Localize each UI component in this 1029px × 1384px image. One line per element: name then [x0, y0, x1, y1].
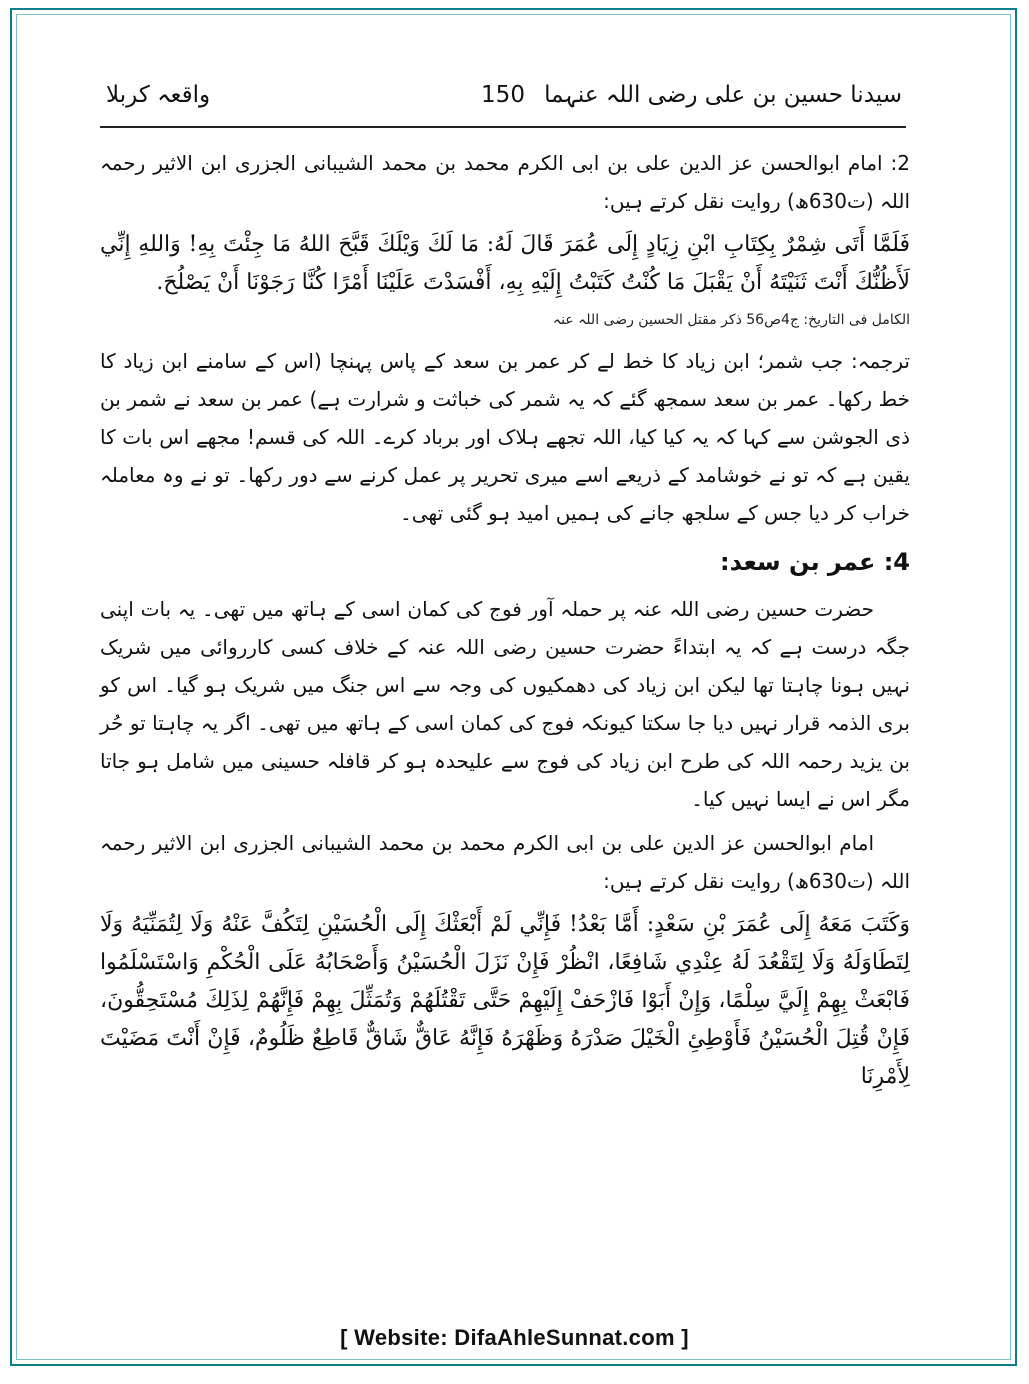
- page-content: [100, 140, 910, 1096]
- arabic-quote-1: فَلَمَّا أَتَى شِمْرٌ بِكِتَابِ ابْنِ زِيَادٍ إِلَى عُمَرَ قَالَ لَهُ: مَا لَكَ وَيْلَكَ قَبَّحَ اللهُ مَا جِئْتَ بِهِ! وَاللهِ إِنِّي لَأَظُنُّكَ أَنْتَ ثَنَيْتَهُ أَنْ يَقْبَلَ مَا كُنْتُ كَتَبْتُ إِلَيْهِ بِهِ، أَفْسَدْتَ عَلَيْنَا أَمْرًا كُنَّا رَجَوْنَا أَنْ يَصْلُحَ.: [100, 232, 910, 295]
- translation: ترجمہ: جب شمر؛ ابن زیاد کا خط لے کر عمر بن سعد کے پاس پہنچا (اس کے سامنے ابن زیاد کا خط رکھا۔ عمر بن سعد سمجھ گئے کہ یہ شمر کی خباثت و شرارت ہے) عمر بن سعد نے شمر بن ذی الجوشن سے کہا کہ یہ کیا کیا، اللہ تجھے ہلاک اور برباد کرے۔ اللہ کی قسم! مجھے اس بات کا یقین ہے کہ تو نے خوشامد کے ذریعے اسے میری تحریر پر عمل کرنے سے دور رکھا۔ تو نے وہ معاملہ خراب کر دیا جس کے سلجھ جانے کی ہمیں امید ہو گئی تھی۔: [100, 349, 910, 525]
- page-header: [100, 82, 906, 128]
- reference-1: الکامل فی التاریخ: ج4ص56 ذکر مقتل الحسین رضی اللہ عنہ: [552, 312, 910, 328]
- para1-intro: 2: امام ابوالحسن عز الدین علی بن ابی الکرم محمد بن محمد الشیبانی الجزری ابن الاثیر رحمہ اللہ (ت630ھ) روایت نقل کرتے ہیں:: [100, 151, 910, 213]
- section-heading: 4: عمر بن سعد:: [720, 548, 910, 576]
- para3-intro: امام ابوالحسن عز الدین علی بن ابی الکرم محمد بن محمد الشیبانی الجزری ابن الاثیر رحمہ اللہ (ت630ھ) روایت نقل کرتے ہیں:: [100, 831, 910, 893]
- page-number: 150: [481, 82, 525, 108]
- para2: حضرت حسین رضی اللہ عنہ پر حملہ آور فوج کی کمان اسی کے ہاتھ میں تھی۔ یہ بات اپنی جگہ درست ہے کہ یہ ابتداءً حضرت حسین رضی اللہ عنہ کے خلاف کسی کارروائی میں شریک نہیں ہونا چاہتا تھا لیکن ابن زیاد کی دھمکیوں کی وجہ سے اس جنگ میں شریک ہو گیا۔ اس کو بری الذمہ قرار نہیں دیا جا سکتا کیونکہ فوج کی کمان اسی کے ہاتھ میں تھی۔ اگر یہ چاہتا تو حُر بن یزید رحمہ اللہ کی طرح ابن زیاد کی فوج سے علیحدہ ہو کر قافلہ حسینی میں شامل ہو جاتا مگر اس نے ایسا نہیں کیا۔: [100, 597, 910, 811]
- header-title: سیدنا حسین بن علی رضی اللہ عنہما: [544, 82, 902, 108]
- header-section: واقعہ کربلا: [106, 82, 211, 108]
- arabic-quote-2: وَكَتَبَ مَعَهُ إِلَى عُمَرَ بْنِ سَعْدٍ: أَمَّا بَعْدُ! فَإِنِّي لَمْ أَبْعَثْكَ إِلَى الْحُسَيْنِ لِتَكُفَّ عَنْهُ وَلَا لِتُمَنِّيَهُ وَلَا لِتَطَاوَلَهُ وَلَا لِتَقْعُدَ لَهُ عِنْدِي شَافِعًا، انْظُرْ فَإِنْ نَزَلَ الْحُسَيْنُ وَأَصْحَابُهُ عَلَى الْحُكْمِ وَاسْتَسْلَمُوا فَابْعَثْ بِهِمْ إِلَيَّ سِلْمًا، وَإِنْ أَبَوْا فَازْحَفْ إِلَيْهِمْ حَتَّى تَقْتُلَهُمْ وَتُمَثِّلَ بِهِمْ فَإِنَّهُمْ لِذَلِكَ مُسْتَحِقُّونَ، فَإِنْ قُتِلَ الْحُسَيْنُ فَأَوْطِئِ الْخَيْلَ صَدْرَهُ وَظَهْرَهُ فَإِنَّهُ عَاقٌّ شَاقٌّ قَاطِعٌ ظَلُومٌ، فَإِنْ أَنْتَ مَضَيْتَ لِأَمْرِنَا: [100, 912, 910, 1089]
- website-footer: [ Website: DifaAhleSunnat.com ]: [340, 1325, 689, 1350]
